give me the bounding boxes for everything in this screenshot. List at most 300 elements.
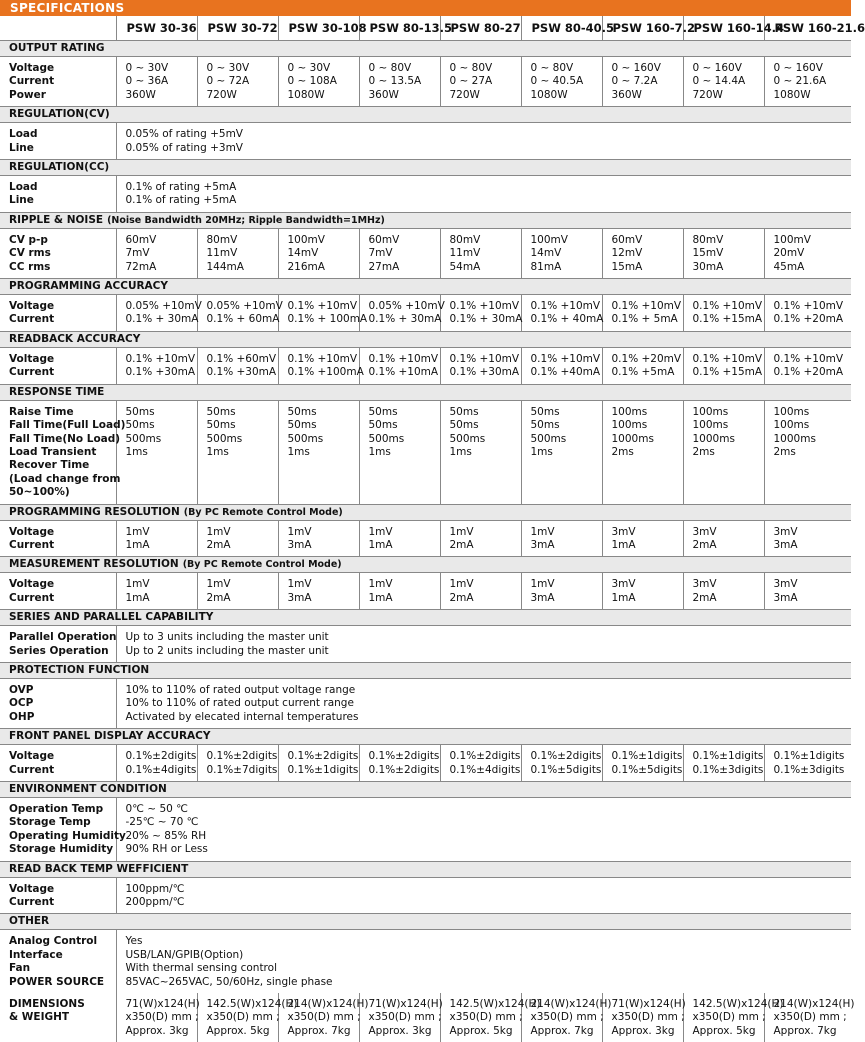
spec-value: 20mV bbox=[774, 247, 852, 260]
model-value-cell bbox=[602, 228, 683, 278]
spec-value: 0 ~ 160V bbox=[774, 62, 852, 75]
spec-value: 0.1% +15mA bbox=[693, 313, 764, 326]
model-value-cell bbox=[116, 347, 197, 384]
row-labels bbox=[0, 573, 116, 610]
section-title-cell bbox=[0, 557, 851, 573]
spec-value: 0.1% +30mA bbox=[126, 366, 197, 379]
spec-value: 0.1% +10mV bbox=[126, 353, 197, 366]
section-values-row bbox=[0, 993, 851, 1042]
section-header-row bbox=[0, 914, 851, 930]
spec-value: 100ppm/℃ bbox=[126, 883, 852, 896]
shared-value-cell bbox=[116, 176, 851, 213]
model-value-cell bbox=[116, 745, 197, 782]
section-header-row bbox=[0, 557, 851, 573]
spec-value: 0 ~ 13.5A bbox=[369, 75, 440, 88]
section-title: FRONT PANEL DISPLAY ACCURACY bbox=[9, 730, 211, 742]
spec-value: 3mA bbox=[531, 592, 602, 605]
spec-value: 1ms bbox=[288, 446, 359, 459]
spec-value: Approx. 3kg bbox=[126, 1025, 197, 1038]
model-name: PSW 30-72 bbox=[197, 16, 278, 41]
spec-value: 3mV bbox=[693, 578, 764, 591]
model-value-cell bbox=[440, 573, 521, 610]
spec-value: 27mA bbox=[369, 261, 440, 274]
spec-value: 0 ~ 160V bbox=[612, 62, 683, 75]
model-value-cell bbox=[602, 400, 683, 504]
spec-value: 1mV bbox=[450, 526, 521, 539]
spec-value: 500ms bbox=[207, 433, 278, 446]
row-label: Storage Temp bbox=[9, 816, 116, 829]
spec-value: 0.05% of rating +3mV bbox=[126, 142, 852, 155]
model-value-cell bbox=[278, 57, 359, 107]
section-title: READ BACK TEMP WEFFICIENT bbox=[9, 863, 188, 875]
spec-value: 100ms bbox=[774, 419, 852, 432]
row-label: Voltage bbox=[9, 300, 116, 313]
section-values-row bbox=[0, 798, 851, 862]
spec-value: 50ms bbox=[126, 419, 197, 432]
spec-value: 3mA bbox=[774, 539, 852, 552]
model-value-cell bbox=[521, 520, 602, 557]
shared-value-cell bbox=[116, 678, 851, 728]
spec-value: 0 ~ 80V bbox=[450, 62, 521, 75]
spec-value: -25℃ ~ 70 ℃ bbox=[126, 816, 852, 829]
model-value-cell bbox=[602, 347, 683, 384]
spec-value: 1080W bbox=[531, 89, 602, 102]
section-title-cell bbox=[0, 504, 851, 520]
spec-value: 50ms bbox=[450, 419, 521, 432]
spec-value: 1ms bbox=[531, 446, 602, 459]
section-title: REGULATION(CV) bbox=[9, 108, 110, 120]
spec-value: 2ms bbox=[612, 446, 683, 459]
spec-value: 0.1% +10mV bbox=[531, 353, 602, 366]
row-label: Current bbox=[9, 366, 116, 379]
section-header-row bbox=[0, 504, 851, 520]
model-value-cell bbox=[278, 228, 359, 278]
spec-value: 0 ~ 80V bbox=[531, 62, 602, 75]
row-label: Power bbox=[9, 89, 116, 102]
model-value-cell bbox=[602, 745, 683, 782]
spec-value: x350(D) mm ; bbox=[693, 1011, 764, 1024]
row-labels bbox=[0, 993, 116, 1042]
spec-value: 3mA bbox=[774, 592, 852, 605]
model-value-cell bbox=[521, 57, 602, 107]
row-label: Load Transient bbox=[9, 446, 116, 459]
model-value-cell bbox=[197, 347, 278, 384]
spec-value: 0.1%±3digits bbox=[774, 764, 852, 777]
spec-value: Up to 3 units including the master unit bbox=[126, 631, 852, 644]
spec-value: Activated by elecated internal temperatures bbox=[126, 711, 852, 724]
spec-value: 0.1% +60mV bbox=[207, 353, 278, 366]
spec-value: 0.1% +30mA bbox=[450, 366, 521, 379]
spec-value: 2mA bbox=[450, 592, 521, 605]
spec-value: 142.5(W)x124(H) bbox=[207, 998, 278, 1011]
section-header-row bbox=[0, 331, 851, 347]
row-labels bbox=[0, 347, 116, 384]
shared-value-cell bbox=[116, 877, 851, 914]
spec-value: With thermal sensing control bbox=[126, 962, 852, 975]
row-labels bbox=[0, 930, 116, 993]
row-label: Load bbox=[9, 181, 116, 194]
spec-value: 20% ~ 85% RH bbox=[126, 830, 852, 843]
spec-value: 71(W)x124(H) bbox=[126, 998, 197, 1011]
spec-value: 1mV bbox=[369, 526, 440, 539]
model-name: PSW 30-36 bbox=[116, 16, 197, 41]
spec-value: 0 ~ 30V bbox=[207, 62, 278, 75]
model-value-cell bbox=[116, 295, 197, 332]
spec-value: 80mV bbox=[207, 234, 278, 247]
spec-value: 0.1%±2digits bbox=[369, 750, 440, 763]
model-value-cell bbox=[359, 520, 440, 557]
spec-value: Approx. 7kg bbox=[774, 1025, 852, 1038]
spec-value: 1mV bbox=[126, 578, 197, 591]
row-label: OVP bbox=[9, 684, 116, 697]
row-label: Load bbox=[9, 128, 116, 141]
model-value-cell bbox=[521, 347, 602, 384]
spec-value: 0.05% of rating +5mV bbox=[126, 128, 852, 141]
spec-value: Approx. 7kg bbox=[288, 1025, 359, 1038]
row-label: Series Operation bbox=[9, 645, 116, 658]
spec-value: 0.1% + 30mA bbox=[126, 313, 197, 326]
model-name: PSW 30-108 bbox=[278, 16, 359, 41]
model-value-cell bbox=[521, 993, 602, 1042]
spec-value: 1mV bbox=[531, 578, 602, 591]
spec-value: 7mV bbox=[369, 247, 440, 260]
model-value-cell bbox=[521, 295, 602, 332]
row-label: CV rms bbox=[9, 247, 116, 260]
spec-value: 0 ~ 27A bbox=[450, 75, 521, 88]
spec-value: Approx. 7kg bbox=[531, 1025, 602, 1038]
model-value-cell bbox=[359, 573, 440, 610]
model-value-cell bbox=[278, 400, 359, 504]
spec-value: 0.1% +10mV bbox=[612, 300, 683, 313]
spec-value: Approx. 5kg bbox=[207, 1025, 278, 1038]
row-label: OHP bbox=[9, 711, 116, 724]
spec-value: 0.1% +20mA bbox=[774, 313, 852, 326]
spec-value: 0.1% +10mV bbox=[774, 300, 852, 313]
spec-value: 12mV bbox=[612, 247, 683, 260]
spec-value: 3mV bbox=[693, 526, 764, 539]
section-title-cell bbox=[0, 861, 851, 877]
section-header-row bbox=[0, 729, 851, 745]
spec-value: 1000ms bbox=[774, 433, 852, 446]
spec-value: 0.1% + 30mA bbox=[369, 313, 440, 326]
spec-value: 2mA bbox=[207, 539, 278, 552]
spec-value: 0 ~ 72A bbox=[207, 75, 278, 88]
spec-value: 50ms bbox=[531, 406, 602, 419]
model-value-cell bbox=[521, 745, 602, 782]
row-label: & WEIGHT bbox=[9, 1011, 116, 1024]
spec-value: 100ms bbox=[774, 406, 852, 419]
spec-value: 1080W bbox=[288, 89, 359, 102]
spec-value: 0.1% +100mA bbox=[288, 366, 359, 379]
model-value-cell bbox=[764, 400, 851, 504]
spec-value: 1mV bbox=[207, 578, 278, 591]
model-value-cell bbox=[197, 745, 278, 782]
spec-value: 1000ms bbox=[693, 433, 764, 446]
spec-value: 100ms bbox=[612, 419, 683, 432]
spec-value: 0℃ ~ 50 ℃ bbox=[126, 803, 852, 816]
spec-value: 0.1% of rating +5mA bbox=[126, 194, 852, 207]
spec-value: 0 ~ 30V bbox=[126, 62, 197, 75]
section-title-cell bbox=[0, 331, 851, 347]
spec-table bbox=[0, 16, 851, 1042]
spec-value: 1mA bbox=[126, 592, 197, 605]
spec-value: 500ms bbox=[288, 433, 359, 446]
spec-value: 3mA bbox=[288, 592, 359, 605]
spec-value: 0.05% +10mV bbox=[207, 300, 278, 313]
spec-value: 80mV bbox=[450, 234, 521, 247]
section-note: (By PC Remote Control Mode) bbox=[183, 559, 342, 570]
section-title: RIPPLE & NOISE bbox=[9, 214, 103, 226]
spec-value: 500ms bbox=[126, 433, 197, 446]
model-value-cell bbox=[764, 573, 851, 610]
spec-value: 0.1% +10mV bbox=[531, 300, 602, 313]
model-value-cell bbox=[683, 57, 764, 107]
row-label: Fan bbox=[9, 962, 116, 975]
model-value-cell bbox=[278, 993, 359, 1042]
row-label: Voltage bbox=[9, 578, 116, 591]
spec-value: 50ms bbox=[369, 419, 440, 432]
spec-value: 0.1%±1digits bbox=[612, 750, 683, 763]
row-label: Voltage bbox=[9, 62, 116, 75]
spec-value: 0.1%±3digits bbox=[693, 764, 764, 777]
spec-value: 14mV bbox=[288, 247, 359, 260]
spec-value: 0 ~ 80V bbox=[369, 62, 440, 75]
row-label: Fall Time(No Load) bbox=[9, 433, 116, 446]
spec-value: 0.1%±2digits bbox=[207, 750, 278, 763]
spec-value: 60mV bbox=[612, 234, 683, 247]
spec-value: 0.1%±5digits bbox=[612, 764, 683, 777]
row-label: Voltage bbox=[9, 750, 116, 763]
spec-value: 0 ~ 21.6A bbox=[774, 75, 852, 88]
spec-value: Approx. 5kg bbox=[450, 1025, 521, 1038]
spec-value: 142.5(W)x124(H) bbox=[693, 998, 764, 1011]
spec-value: 0.1% + 100mA bbox=[288, 313, 359, 326]
section-header-row bbox=[0, 212, 851, 228]
section-title: REGULATION(CC) bbox=[9, 161, 109, 173]
spec-value: USB/LAN/GPIB(Option) bbox=[126, 949, 852, 962]
section-header-row bbox=[0, 662, 851, 678]
spec-value: 2mA bbox=[450, 539, 521, 552]
section-values-row bbox=[0, 877, 851, 914]
section-values-row bbox=[0, 678, 851, 728]
spec-value: 3mV bbox=[612, 526, 683, 539]
spec-value: 0.1% +20mA bbox=[774, 366, 852, 379]
section-title: SERIES AND PARALLEL CAPABILITY bbox=[9, 611, 213, 623]
spec-value: 10% to 110% of rated output voltage range bbox=[126, 684, 852, 697]
model-value-cell bbox=[440, 57, 521, 107]
spec-value: 3mV bbox=[774, 526, 852, 539]
spec-value: 90% RH or Less bbox=[126, 843, 852, 856]
model-name: PSW 160-21.6 bbox=[764, 16, 851, 41]
spec-value: 0.1%±1digits bbox=[288, 764, 359, 777]
model-name: PSW 80-40.5 bbox=[521, 16, 602, 41]
spec-value: 720W bbox=[693, 89, 764, 102]
row-labels bbox=[0, 877, 116, 914]
spec-value: 3mV bbox=[612, 578, 683, 591]
spec-value: 0.1% +10mV bbox=[450, 300, 521, 313]
row-label: Current bbox=[9, 764, 116, 777]
section-values-row bbox=[0, 228, 851, 278]
spec-value: 45mA bbox=[774, 261, 852, 274]
spec-value: 144mA bbox=[207, 261, 278, 274]
row-label: Line bbox=[9, 194, 116, 207]
spec-value: x350(D) mm ; bbox=[207, 1011, 278, 1024]
spec-value: 0.1% +30mA bbox=[207, 366, 278, 379]
model-value-cell bbox=[683, 347, 764, 384]
row-label: Fall Time(Full Load) bbox=[9, 419, 116, 432]
row-label: Storage Humidity bbox=[9, 843, 116, 856]
spec-value: 11mV bbox=[207, 247, 278, 260]
model-value-cell bbox=[278, 347, 359, 384]
model-value-cell bbox=[764, 520, 851, 557]
spec-value: 81mA bbox=[531, 261, 602, 274]
spec-value: 1mV bbox=[288, 578, 359, 591]
spec-value: 500ms bbox=[369, 433, 440, 446]
model-name: PSW 160-14.4 bbox=[683, 16, 764, 41]
model-value-cell bbox=[764, 57, 851, 107]
spec-value: 0.1%±4digits bbox=[126, 764, 197, 777]
spec-value: x350(D) mm ; bbox=[531, 1011, 602, 1024]
row-label: Current bbox=[9, 313, 116, 326]
row-label: Line bbox=[9, 142, 116, 155]
model-value-cell bbox=[278, 520, 359, 557]
section-values-row bbox=[0, 295, 851, 332]
spec-value: Approx. 3kg bbox=[369, 1025, 440, 1038]
spec-value: 0.1%±7digits bbox=[207, 764, 278, 777]
row-label: Raise Time bbox=[9, 406, 116, 419]
spec-value: 15mA bbox=[612, 261, 683, 274]
section-values-row bbox=[0, 573, 851, 610]
row-label: Voltage bbox=[9, 526, 116, 539]
row-label: Current bbox=[9, 896, 116, 909]
spec-value: 50ms bbox=[288, 406, 359, 419]
spec-value: 11mV bbox=[450, 247, 521, 260]
section-header-row bbox=[0, 782, 851, 798]
row-labels bbox=[0, 678, 116, 728]
spec-value: 60mV bbox=[126, 234, 197, 247]
model-value-cell bbox=[764, 745, 851, 782]
model-value-cell bbox=[278, 573, 359, 610]
model-value-cell bbox=[197, 57, 278, 107]
spec-value: 1mV bbox=[288, 526, 359, 539]
spec-value: 0.1% +20mV bbox=[612, 353, 683, 366]
spec-value: 50ms bbox=[531, 419, 602, 432]
section-title: PROTECTION FUNCTION bbox=[9, 664, 149, 676]
spec-value: 214(W)x124(H) bbox=[531, 998, 602, 1011]
model-value-cell bbox=[683, 520, 764, 557]
model-name: PSW 80-13.5 bbox=[359, 16, 440, 41]
spec-value: 71(W)x124(H) bbox=[369, 998, 440, 1011]
spec-value: 1mA bbox=[369, 539, 440, 552]
spec-value: 0.1% + 5mA bbox=[612, 313, 683, 326]
spec-value: 30mA bbox=[693, 261, 764, 274]
row-label: Current bbox=[9, 75, 116, 88]
spec-value: 1mA bbox=[612, 592, 683, 605]
section-note: (Noise Bandwidth 20MHz; Ripple Bandwidth=1MHz) bbox=[107, 215, 385, 226]
spec-value: 2mA bbox=[693, 592, 764, 605]
row-label: Analog Control bbox=[9, 935, 116, 948]
spec-value: 0.1% + 60mA bbox=[207, 313, 278, 326]
model-value-cell bbox=[197, 573, 278, 610]
row-label: DIMENSIONS bbox=[9, 998, 116, 1011]
spec-banner: SPECIFICATIONS bbox=[0, 0, 851, 16]
spec-value: 3mV bbox=[774, 578, 852, 591]
spec-value: 100ms bbox=[612, 406, 683, 419]
spec-value: 0.1% of rating +5mA bbox=[126, 181, 852, 194]
section-title-cell bbox=[0, 782, 851, 798]
spec-value: 50ms bbox=[369, 406, 440, 419]
row-label: CV p-p bbox=[9, 234, 116, 247]
shared-value-cell bbox=[116, 123, 851, 160]
section-title-cell bbox=[0, 107, 851, 123]
model-value-cell bbox=[359, 400, 440, 504]
spec-value: 0.1%±2digits bbox=[126, 750, 197, 763]
shared-value-cell bbox=[116, 798, 851, 862]
spec-value: 360W bbox=[126, 89, 197, 102]
spec-value: 85VAC~265VAC, 50/60Hz, single phase bbox=[126, 976, 852, 989]
model-value-cell bbox=[683, 295, 764, 332]
spec-value: 100mV bbox=[774, 234, 852, 247]
model-value-cell bbox=[521, 573, 602, 610]
spec-value: x350(D) mm ; bbox=[288, 1011, 359, 1024]
spec-value: 2mA bbox=[693, 539, 764, 552]
section-header-row bbox=[0, 107, 851, 123]
model-value-cell bbox=[440, 295, 521, 332]
model-value-cell bbox=[116, 573, 197, 610]
spec-value: 100mV bbox=[288, 234, 359, 247]
section-title-cell bbox=[0, 384, 851, 400]
spec-value: 216mA bbox=[288, 261, 359, 274]
spec-value: x350(D) mm ; bbox=[612, 1011, 683, 1024]
spec-value: 0.1%±2digits bbox=[531, 750, 602, 763]
section-header-row bbox=[0, 41, 851, 57]
model-value-cell bbox=[602, 573, 683, 610]
spec-body bbox=[0, 41, 851, 1042]
model-value-cell bbox=[359, 228, 440, 278]
spec-value: 2mA bbox=[207, 592, 278, 605]
spec-value: 0 ~ 7.2A bbox=[612, 75, 683, 88]
spec-value: 0.1% + 30mA bbox=[450, 313, 521, 326]
model-value-cell bbox=[764, 993, 851, 1042]
spec-value: 0.1% +10mV bbox=[693, 353, 764, 366]
spec-value: x350(D) mm ; bbox=[369, 1011, 440, 1024]
section-title: OUTPUT RATING bbox=[9, 42, 105, 54]
spec-value: 500ms bbox=[450, 433, 521, 446]
spec-value: 0.1% +10mV bbox=[369, 353, 440, 366]
spec-value: 50ms bbox=[450, 406, 521, 419]
spec-value: 80mV bbox=[693, 234, 764, 247]
model-value-cell bbox=[683, 573, 764, 610]
spec-value: 214(W)x124(H) bbox=[288, 998, 359, 1011]
row-label: Operating Humidity bbox=[9, 830, 116, 843]
spec-value: 0.1% +5mA bbox=[612, 366, 683, 379]
spec-value: 72mA bbox=[126, 261, 197, 274]
section-header-row bbox=[0, 610, 851, 626]
spec-value: 0 ~ 36A bbox=[126, 75, 197, 88]
model-value-cell bbox=[116, 400, 197, 504]
model-value-cell bbox=[602, 295, 683, 332]
spec-value: 0.1%±2digits bbox=[450, 750, 521, 763]
spec-value: 0 ~ 160V bbox=[693, 62, 764, 75]
spec-value: 100ms bbox=[693, 406, 764, 419]
row-labels bbox=[0, 228, 116, 278]
section-title: READBACK ACCURACY bbox=[9, 333, 140, 345]
model-value-cell bbox=[683, 993, 764, 1042]
spec-value: 100ms bbox=[693, 419, 764, 432]
spec-value: 0.1%±1digits bbox=[693, 750, 764, 763]
section-values-row bbox=[0, 347, 851, 384]
spec-value: 3mA bbox=[531, 539, 602, 552]
